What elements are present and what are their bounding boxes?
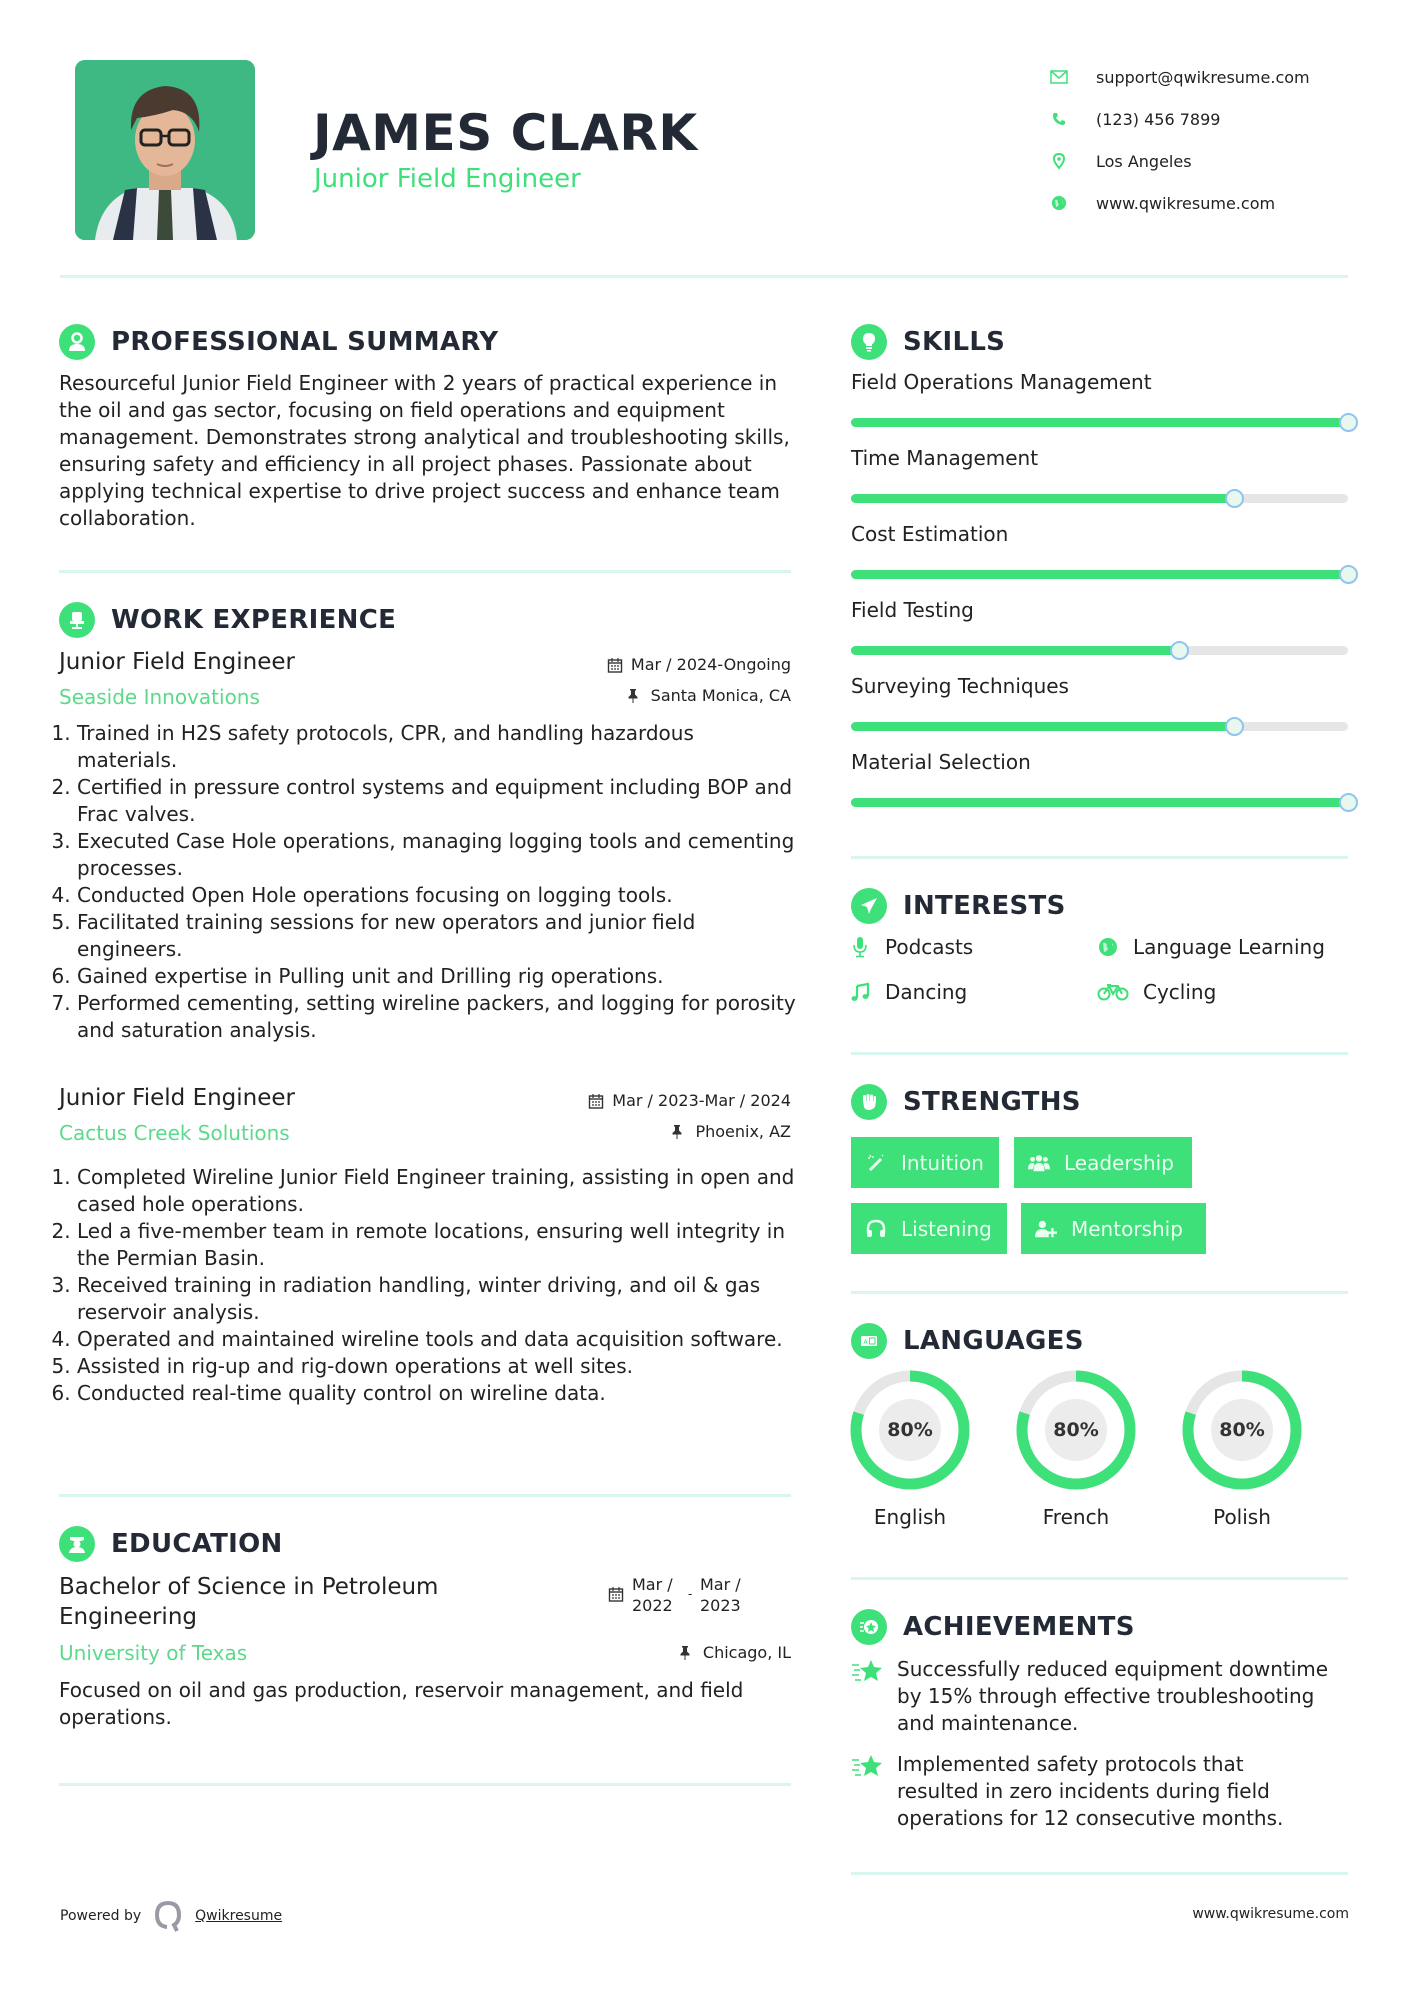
skill-name: Cost Estimation [851, 522, 1009, 546]
education-start: Mar / 2022 [632, 1575, 673, 1615]
languages-heading [851, 1323, 1084, 1359]
strength-tag [851, 1203, 1007, 1254]
skill-knob [1339, 565, 1358, 584]
job-bullet: 2. Led a five-member team in remote locations, ensuring well integrity in the Permian Basin. [77, 1218, 798, 1272]
skill-bar [851, 722, 1348, 731]
job-title: Junior Field Engineer [59, 1085, 295, 1111]
school-name: University of Texas [59, 1641, 248, 1665]
summary-text: Resourceful Junior Field Engineer with 2 years of practical experience in the oil and gas sector, focusing on field operations and equipment management. Demonstrates strong analytical and troubleshooting skills, ensuring safety and efficiency in all project phases. Passionate about applying technical expertise to drive project success and enhance team collaboration. [59, 371, 790, 530]
job-bullet: 5. Facilitated training sessions for new operators and junior field engineers. [77, 909, 798, 963]
language-name: English [873, 1505, 947, 1529]
job-bullet: 3. Executed Case Hole operations, managing logging tools and cementing processes. [77, 828, 798, 882]
contact-location [1050, 140, 1310, 182]
achievement-text: Successfully reduced equipment downtime by 15% through effective troubleshooting and maintenance. [897, 1657, 1329, 1735]
achievement-text: Implemented safety protocols that resulted in zero incidents during field operations for 12 consecutive months. [897, 1752, 1284, 1830]
office-chair-icon [59, 602, 95, 638]
paper-plane-icon [851, 888, 887, 924]
pushpin-icon [627, 688, 643, 704]
education-heading [59, 1526, 283, 1562]
strength-tag [1021, 1203, 1206, 1254]
map-pin-icon [1050, 152, 1068, 170]
interests-heading [851, 888, 1066, 924]
contact-email-text: support@qwikresume.com [1096, 67, 1310, 87]
footer-branding [60, 1900, 282, 1932]
summary-divider [59, 570, 791, 573]
calendar-icon [588, 1093, 604, 1109]
job-bullet: 6. Conducted real-time quality control on wireline data. [77, 1380, 798, 1407]
strength-label: Leadership [1064, 1150, 1174, 1175]
job-company: Cactus Creek Solutions [59, 1121, 290, 1145]
skills-title: SKILLS [903, 327, 1006, 357]
skills-heading [851, 324, 1005, 360]
group-icon [1028, 1152, 1050, 1174]
envelope-icon [1050, 68, 1068, 86]
degree-title: Bachelor of Science in Petroleum Engineering [59, 1574, 439, 1630]
language-percent: 80% [1211, 1399, 1273, 1461]
contact-website[interactable] [1050, 182, 1310, 224]
headphones-icon [865, 1218, 887, 1240]
job-bullet: 1. Trained in H2S safety protocols, CPR, and handling hazardous materials. [77, 720, 798, 774]
language-item [849, 1369, 971, 1529]
job-bullets [58, 720, 798, 1044]
language-name: French [1042, 1505, 1110, 1529]
job-bullet: 1. Completed Wireline Junior Field Engineer training, assisting in open and cased hole operations. [77, 1164, 798, 1218]
footer-website[interactable]: www.qwikresume.com [1192, 1906, 1349, 1922]
interests-divider [851, 1052, 1348, 1055]
skill-knob [1170, 641, 1189, 660]
contact-list [1050, 56, 1310, 224]
translate-icon [851, 1323, 887, 1359]
achievements-title: ACHIEVEMENTS [903, 1612, 1135, 1642]
achievement-item [851, 1751, 1331, 1832]
svg-text:A: A [863, 1339, 868, 1346]
strengths-divider [851, 1291, 1348, 1294]
strength-label: Intuition [901, 1150, 984, 1175]
job-bullet: 2. Certified in pressure control systems and equipment including BOP and Frac valves. [77, 774, 798, 828]
skill-item [851, 522, 1351, 579]
fist-icon [851, 1084, 887, 1120]
contact-phone[interactable] [1050, 98, 1310, 140]
skill-name: Field Testing [851, 598, 974, 622]
skill-item [851, 370, 1351, 427]
education-divider [59, 1783, 791, 1786]
skill-knob [1225, 717, 1244, 736]
job-location-text: Phoenix, AZ [695, 1122, 791, 1141]
language-item [1015, 1369, 1137, 1529]
job-dates [607, 655, 791, 674]
calendar-icon [608, 1586, 624, 1602]
job-bullet: 7. Performed cementing, setting wireline packers, and logging for porosity and saturation analysis. [77, 990, 798, 1044]
languages-title: LANGUAGES [903, 1326, 1084, 1356]
summary-title: PROFESSIONAL SUMMARY [111, 327, 499, 357]
magic-wand-icon [865, 1152, 887, 1174]
shooting-star-icon [851, 1751, 885, 1781]
job-dates [588, 1091, 791, 1110]
avatar-illustration [75, 60, 255, 240]
microphone-icon [849, 936, 871, 958]
shooting-star-icon [851, 1656, 885, 1686]
education-date-separator: - [688, 1587, 693, 1601]
language-name: Polish [1213, 1505, 1271, 1529]
job-bullet: 6. Gained expertise in Pulling unit and Drilling rig operations. [77, 963, 798, 990]
job-location-text: Santa Monica, CA [650, 686, 791, 705]
interest-item [1097, 980, 1216, 1004]
job-location [627, 686, 791, 705]
skill-item [851, 446, 1351, 503]
interest-item [849, 980, 967, 1004]
job-location [671, 1122, 791, 1141]
interest-label: Podcasts [885, 935, 974, 959]
language-percent: 80% [879, 1399, 941, 1461]
music-note-icon [849, 981, 871, 1003]
globe-icon [1097, 936, 1119, 958]
strength-label: Mentorship [1071, 1216, 1183, 1241]
education-description: Focused on oil and gas production, reservoir management, and field operations. [59, 1678, 744, 1729]
skill-bar [851, 418, 1348, 427]
header-divider [60, 275, 1348, 278]
strength-tag [851, 1137, 999, 1188]
lightbulb-icon [851, 324, 887, 360]
skill-name: Surveying Techniques [851, 674, 1069, 698]
contact-email[interactable] [1050, 56, 1310, 98]
skill-item [851, 750, 1351, 807]
education-title: EDUCATION [111, 1529, 283, 1559]
pushpin-icon [679, 1645, 695, 1661]
language-ring [849, 1369, 971, 1491]
experience-title: WORK EXPERIENCE [111, 605, 397, 635]
job-title: Junior Field Engineer [59, 649, 295, 675]
user-icon [59, 324, 95, 360]
pushpin-icon [671, 1124, 687, 1140]
skill-knob [1225, 489, 1244, 508]
interest-item [1097, 935, 1325, 959]
profile-photo [75, 60, 255, 240]
star-badge-icon [851, 1609, 887, 1645]
job-bullet: 3. Received training in radiation handling, winter driving, and oil & gas reservoir analysis. [77, 1272, 798, 1326]
candidate-name: JAMES CLARK [313, 104, 698, 162]
graduate-icon [59, 1526, 95, 1562]
experience-divider [59, 1494, 791, 1497]
skill-knob [1339, 413, 1358, 432]
skill-bar [851, 494, 1348, 503]
skill-bar [851, 646, 1348, 655]
job-company: Seaside Innovations [59, 685, 260, 709]
skill-item [851, 674, 1351, 731]
achievements-heading [851, 1609, 1135, 1645]
bicycle-icon [1097, 981, 1129, 1003]
job-bullet: 4. Operated and maintained wireline tools and data acquisition software. [77, 1326, 798, 1353]
achievement-item [851, 1656, 1331, 1737]
interest-item [849, 935, 973, 959]
strength-tag [1014, 1137, 1192, 1188]
interest-label: Language Learning [1133, 935, 1325, 959]
summary-heading [59, 324, 498, 360]
strengths-title: STRENGTHS [903, 1087, 1081, 1117]
qwikresume-link[interactable]: Qwikresume [195, 1908, 283, 1924]
interest-label: Cycling [1143, 980, 1217, 1004]
skill-knob [1339, 793, 1358, 812]
candidate-role: Junior Field Engineer [314, 164, 581, 194]
job-dates-text: Mar / 2024-Ongoing [630, 655, 791, 674]
skill-name: Field Operations Management [851, 370, 1152, 394]
job-bullet: 4. Conducted Open Hole operations focusing on logging tools. [77, 882, 798, 909]
skill-bar [851, 798, 1348, 807]
experience-heading [59, 602, 396, 638]
strengths-heading [851, 1084, 1081, 1120]
globe-icon [1050, 194, 1068, 212]
contact-website-text: www.qwikresume.com [1096, 193, 1276, 213]
skill-name: Material Selection [851, 750, 1031, 774]
education-location [679, 1643, 791, 1662]
qwikresume-logo-icon [153, 1900, 183, 1932]
education-end: Mar / 2023 [700, 1575, 741, 1615]
skill-name: Time Management [851, 446, 1039, 470]
job-bullet: 5. Assisted in rig-up and rig-down operations at well sites. [77, 1353, 798, 1380]
language-ring [1181, 1369, 1303, 1491]
interest-label: Dancing [885, 980, 968, 1004]
education-location-text: Chicago, IL [702, 1643, 791, 1662]
language-percent: 80% [1045, 1399, 1107, 1461]
skill-bar [851, 570, 1348, 579]
contact-location-text: Los Angeles [1096, 151, 1192, 171]
skills-divider [851, 856, 1348, 859]
skill-item [851, 598, 1351, 655]
language-ring [1015, 1369, 1137, 1491]
phone-icon [1050, 110, 1068, 128]
job-dates-text: Mar / 2023-Mar / 2024 [612, 1091, 791, 1110]
interests-title: INTERESTS [903, 891, 1066, 921]
languages-divider [851, 1577, 1348, 1580]
language-item [1181, 1369, 1303, 1529]
user-plus-icon [1035, 1218, 1057, 1240]
calendar-icon [607, 657, 623, 673]
achievements-divider [851, 1872, 1348, 1875]
job-bullets [58, 1164, 798, 1407]
powered-by-label: Powered by [60, 1908, 142, 1924]
education-dates [608, 1574, 748, 1616]
strength-label: Listening [901, 1216, 992, 1241]
contact-phone-text: (123) 456 7899 [1096, 109, 1221, 129]
